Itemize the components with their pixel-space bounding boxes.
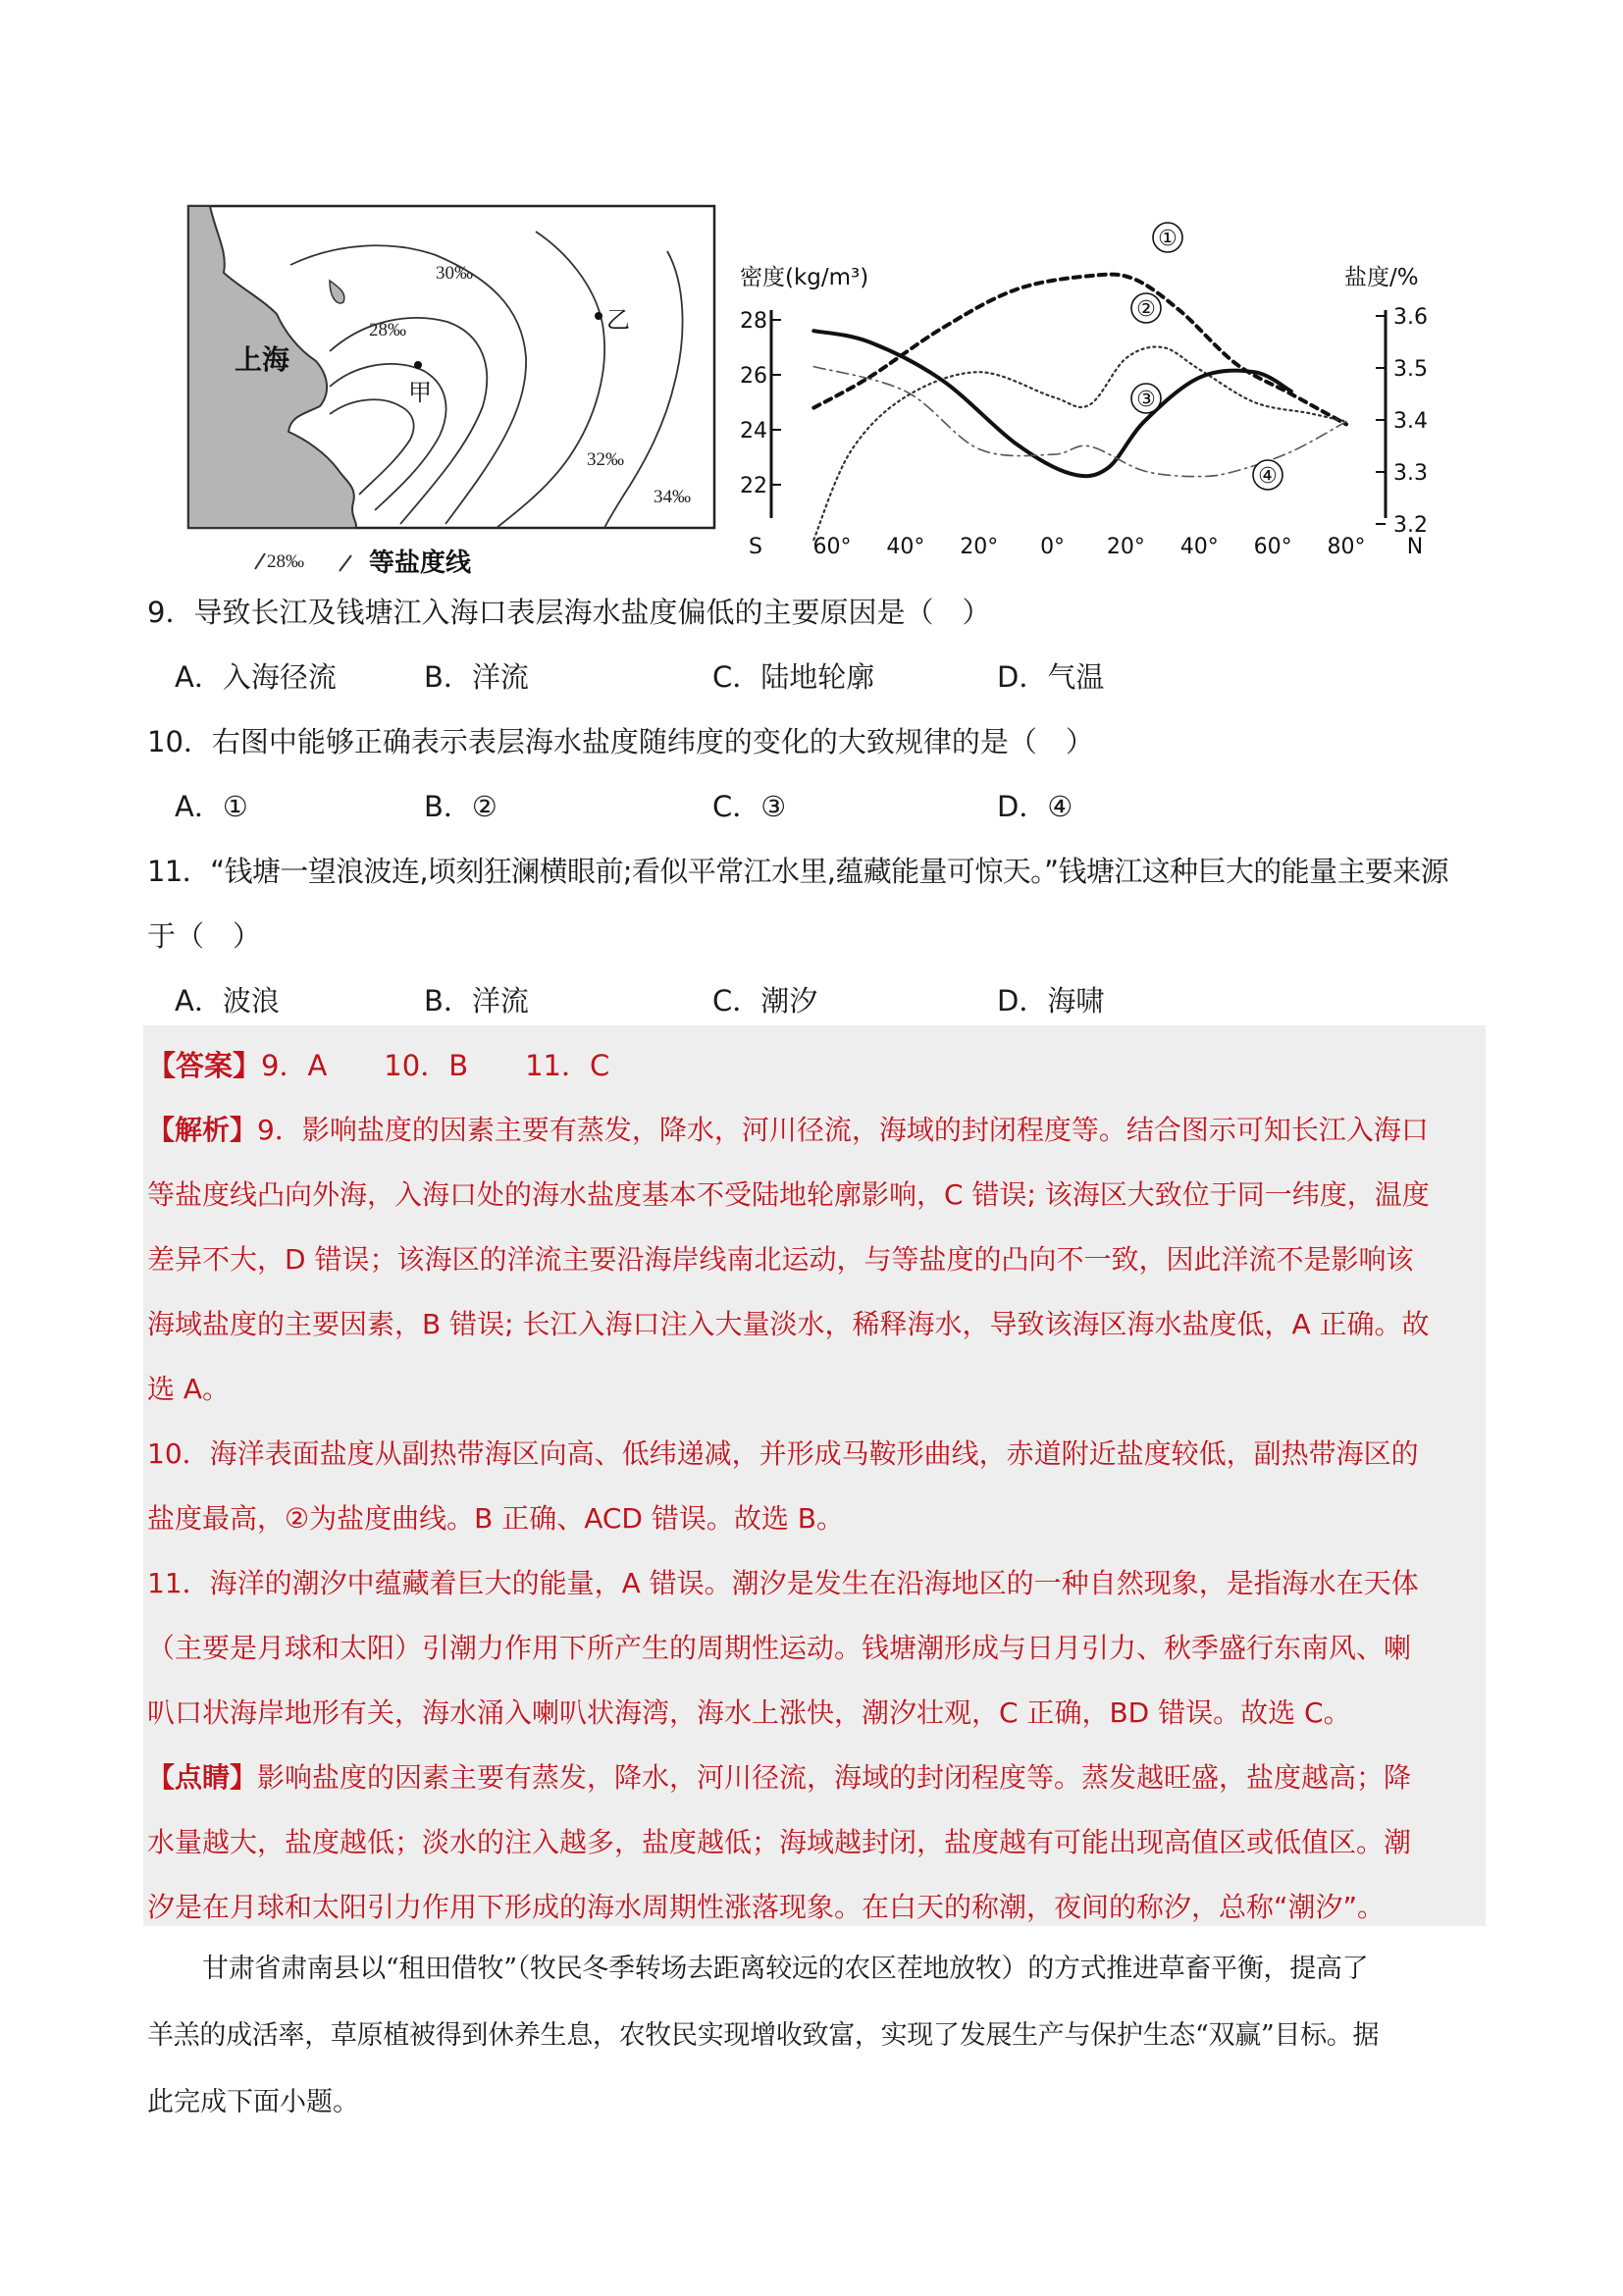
answer-tag: 【答案】 [147,1049,262,1082]
y-right-tick-label: 3.3 [1393,461,1428,486]
point-jia-marker [414,361,422,369]
tip-line-1: 【点睛】影响盐度的因素主要有蒸发，降水，河川径流，海域的封闭程度等。蒸发越旺盛，盐度越高；降 [147,1761,1412,1794]
y-left-label: 密度(kg/m³) [740,265,869,290]
isoline-label-32: 32‰ [587,449,624,470]
q11-option-a[interactable]: A．波浪 [175,984,280,1018]
x-tick-label: 20° [960,535,999,559]
x-tick-label: 40° [886,535,925,559]
q11-option-d[interactable]: D．海啸 [997,984,1105,1018]
y-left-tick-label: 26 [740,364,767,389]
q10-option-d[interactable]: D．④ [997,790,1073,823]
passage-line-1: 甘肃省肃南县以“租田借牧”（牧民冬季转场去距离较远的农区茬地放牧）的方式推进草畜平衡，提高了 [202,1954,1369,1984]
analysis-line-7: 盐度最高，②为盐度曲线。B 正确、ACD 错误。故选 B。 [147,1502,844,1535]
y-left-tick-label: 24 [740,419,767,444]
y-right-tick-label: 3.5 [1393,357,1428,382]
y-right-tick-label: 3.4 [1393,409,1428,434]
x-tick-label: 0° [1040,535,1066,559]
tip-tag: 【点睛】 [147,1761,258,1794]
analysis-line-1: 【解析】9．影响盐度的因素主要有蒸发，降水，河川径流，海域的封闭程度等。结合图示可知长江入海口 [147,1114,1429,1146]
tip-line-3: 汐是在月球和太阳引力作用下形成的海水周期性涨落现象。在白天的称潮，夜间的称汐，总称“潮汐”。 [147,1891,1386,1923]
isoline-label-34: 34‰ [654,487,691,507]
q9-option-c[interactable]: C．陆地轮廓 [712,660,875,694]
point-yi-marker [595,312,602,320]
y-right-label: 盐度/% [1344,265,1419,290]
answer-line [147,1044,609,1084]
analysis-line-10: 叭口状海岸地形有关，海水涌入喇叭状海湾，海水上涨快，潮汐壮观，C 正确，BD 错误。故选 C。 [147,1696,1351,1729]
analysis-line-4: 海域盐度的主要因素，B 错误; 长江入海口注入大量淡水，稀释海水，导致该海区海水盐度低，A 正确。故 [147,1308,1430,1340]
question-10-stem: 10．右图中能够正确表示表层海水盐度随纬度的变化的大致规律的是（ ） [147,725,1094,758]
passage-line-3: 此完成下面小题。 [147,2087,359,2117]
answer-text: 9．A 10．B 11．C [261,1049,610,1082]
q9-option-b[interactable]: B．洋流 [424,660,529,694]
map-point-jia: 甲 [408,381,432,406]
curve-label-4: ④ [1258,464,1278,489]
curve-line-1 [813,275,1346,425]
curve-label-1: ① [1158,227,1178,251]
q10-option-b[interactable]: B．② [424,790,497,823]
q9-option-d[interactable]: D．气温 [997,660,1105,694]
y-left-tick-label: 22 [740,474,767,498]
y-right-tick-label: 3.6 [1393,305,1428,330]
legend-value: 28‰ [267,551,304,572]
q9-option-a[interactable]: A．入海径流 [175,660,337,694]
analysis-tag: 【解析】 [147,1114,258,1146]
density-salinity-chart [726,206,1472,571]
map-point-yi: 乙 [606,308,630,334]
curve-label-3: ③ [1136,388,1156,412]
q10-option-a[interactable]: A．① [175,790,248,823]
x-tick-label: 20° [1106,535,1145,559]
analysis-line-6: 10．海洋表面盐度从副热带海区向高、低纬递减，并形成马鞍形曲线，赤道附近盐度较低，副热带海区的 [147,1437,1419,1470]
x-tick-label: N [1406,535,1424,559]
question-11-stem-line1: 11．“钱塘一望浪波连,顷刻狂澜横眼前;看似平常江水里,蕴藏能量可惊天。”钱塘江这种巨大的能量主要来源 [147,855,1449,888]
x-tick-label: 60° [1253,535,1292,559]
analysis-line-5: 选 A。 [147,1373,231,1405]
y-right-tick-label: 3.2 [1393,513,1428,538]
x-tick-label: 60° [812,535,852,559]
analysis-line-9: （主要是月球和太阳）引潮力作用下所产生的周期性运动。钱塘潮形成与日月引力、秋季盛行东南风、喇 [147,1632,1412,1664]
curve-label-2: ② [1136,297,1156,322]
x-tick-label: 80° [1327,535,1366,559]
legend-label: 等盐度线 [369,548,472,577]
map-city-label: 上海 [235,345,290,376]
x-tick-label: S [749,535,762,559]
y-left-tick-label: 28 [740,309,767,334]
salinity-map [183,204,722,581]
isoline-label-28: 28‰ [369,320,406,340]
q11-option-c[interactable]: C．潮汐 [712,984,818,1018]
question-9-stem: 9．导致长江及钱塘江入海口表层海水盐度偏低的主要原因是（ ） [147,596,991,629]
q11-option-b[interactable]: B．洋流 [424,984,529,1018]
q10-option-c[interactable]: C．③ [712,790,787,823]
analysis-line-8: 11．海洋的潮汐中蕴藏着巨大的能量，A 错误。潮汐是发生在沿海地区的一种自然现象，是指海水在天体 [147,1567,1419,1599]
isoline-label-30: 30‰ [436,263,473,284]
legend-line-sample [255,553,265,569]
analysis-line-3: 差异不大，D 错误；该海区的洋流主要沿海岸线南北运动，与等盐度的凸向不一致，因此洋流不是影响该 [147,1243,1414,1276]
question-11-stem-line2: 于（ ） [147,919,262,953]
tip-line-2: 水量越大，盐度越低；淡水的注入越多，盐度越低；海域越封闭，盐度越有可能出现高值区或低值区。潮 [147,1826,1412,1858]
analysis-line-2: 等盐度线凸向外海，入海口处的海水盐度基本不受陆地轮廓影响，C 错误; 该海区大致位于同一纬度，温度 [147,1178,1430,1211]
x-tick-label: 40° [1179,535,1219,559]
passage-line-2: 羊羔的成活率，草原植被得到休养生息，农牧民实现增收致富，实现了发展生产与保护生态“双赢”目标。据 [147,2020,1380,2051]
